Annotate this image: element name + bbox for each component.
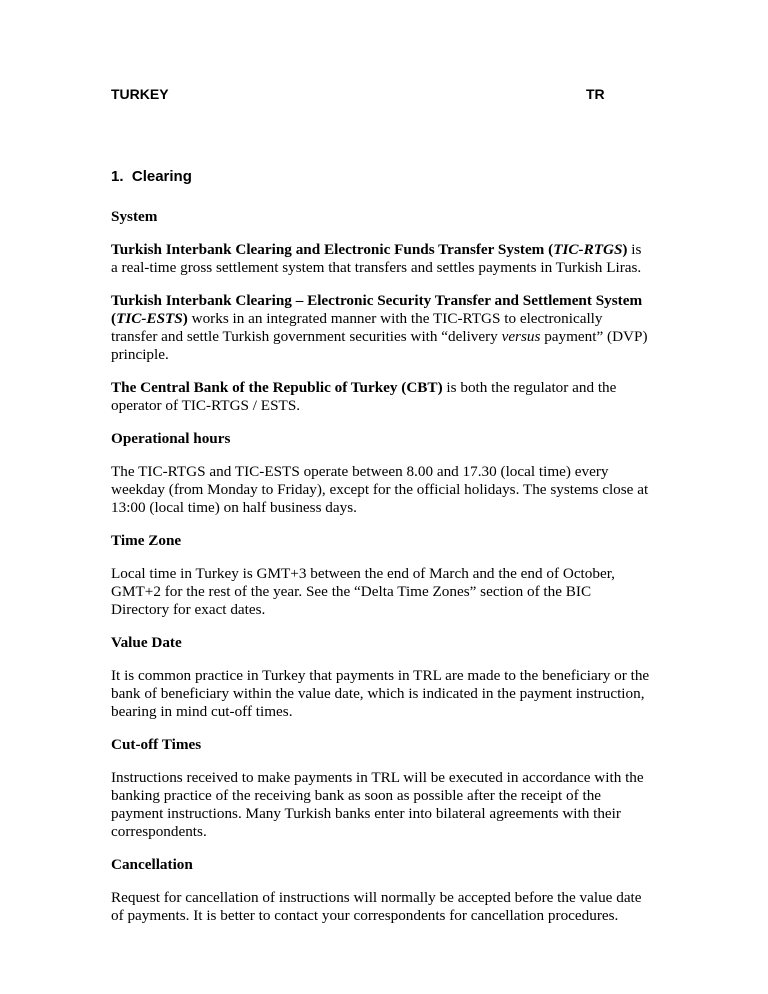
heading-operational-hours: Operational hours	[111, 430, 231, 447]
heading-value-date: Value Date	[111, 634, 182, 651]
paragraph-time-zone: Local time in Turkey is GMT+3 between the end of March and the end of October, GMT+2 for the rest of the year. See the “Delta Time Zones” section of the BIC Directory for exact dates.	[111, 565, 615, 618]
heading-system: System	[111, 208, 158, 225]
paragraph-tic-ests: Turkish Interbank Clearing – Electronic Security Transfer and Settlement System (TIC-ESTS) works in an integrated manner with the TIC-RTGS to electronically transfer and settle Turkish government securities with “delivery versus payment” (DVP) principle.	[111, 292, 648, 363]
tic-rtgs-abbr: TIC-RTGS	[553, 241, 623, 258]
document-body	[111, 208, 651, 925]
tic-rtgs-name: Turkish Interbank Clearing and Electronic Funds Transfer System (TIC-RTGS)	[111, 241, 628, 258]
tic-ests-abbr: TIC-ESTS	[116, 310, 183, 327]
paragraph-cbt: The Central Bank of the Republic of Turkey (CBT) is both the regulator and the operator of TIC-RTGS / ESTS.	[111, 379, 617, 414]
paragraph-value-date: It is common practice in Turkey that payments in TRL are made to the beneficiary or the bank of beneficiary within the value date, which is indicated in the payment instruction, bearing in mind cut-off times.	[111, 667, 650, 720]
heading-cancellation: Cancellation	[111, 856, 193, 873]
heading-cutoff-times: Cut-off Times	[111, 736, 202, 753]
header-country: TURKEY	[111, 86, 169, 102]
cbt-name: The Central Bank of the Republic of Turkey (CBT)	[111, 379, 443, 396]
section-title-text: Clearing	[131, 168, 192, 185]
tic-ests-name: Turkish Interbank Clearing – Electronic Security Transfer and Settlement System (TIC-ESTS)	[111, 292, 643, 327]
paragraph-operational-hours: The TIC-RTGS and TIC-ESTS operate between 8.00 and 17.30 (local time) every weekday (from Monday to Friday), except for the official holidays. The systems close at 13:00 (local time) on half business days.	[111, 463, 649, 516]
section-number: 1.	[111, 168, 124, 185]
section-title	[111, 168, 192, 185]
heading-time-zone: Time Zone	[111, 532, 182, 549]
paragraph-cancellation: Request for cancellation of instructions will normally be accepted before the value date of payments. It is better to contact your correspondents for cancellation procedures.	[111, 889, 642, 924]
paragraph-cutoff-times: Instructions received to make payments in TRL will be executed in accordance with the banking practice of the receiving bank as soon as possible after the receipt of the payment instructions. Many Turkish banks enter into bilateral agreements with their correspondents.	[111, 769, 644, 840]
header-country-code: TR	[586, 86, 605, 102]
versus-italic: versus	[501, 328, 541, 345]
paragraph-tic-rtgs: Turkish Interbank Clearing and Electronic Funds Transfer System (TIC-RTGS) is a real-time gross settlement system that transfers and settles payments in Turkish Liras.	[111, 241, 642, 276]
